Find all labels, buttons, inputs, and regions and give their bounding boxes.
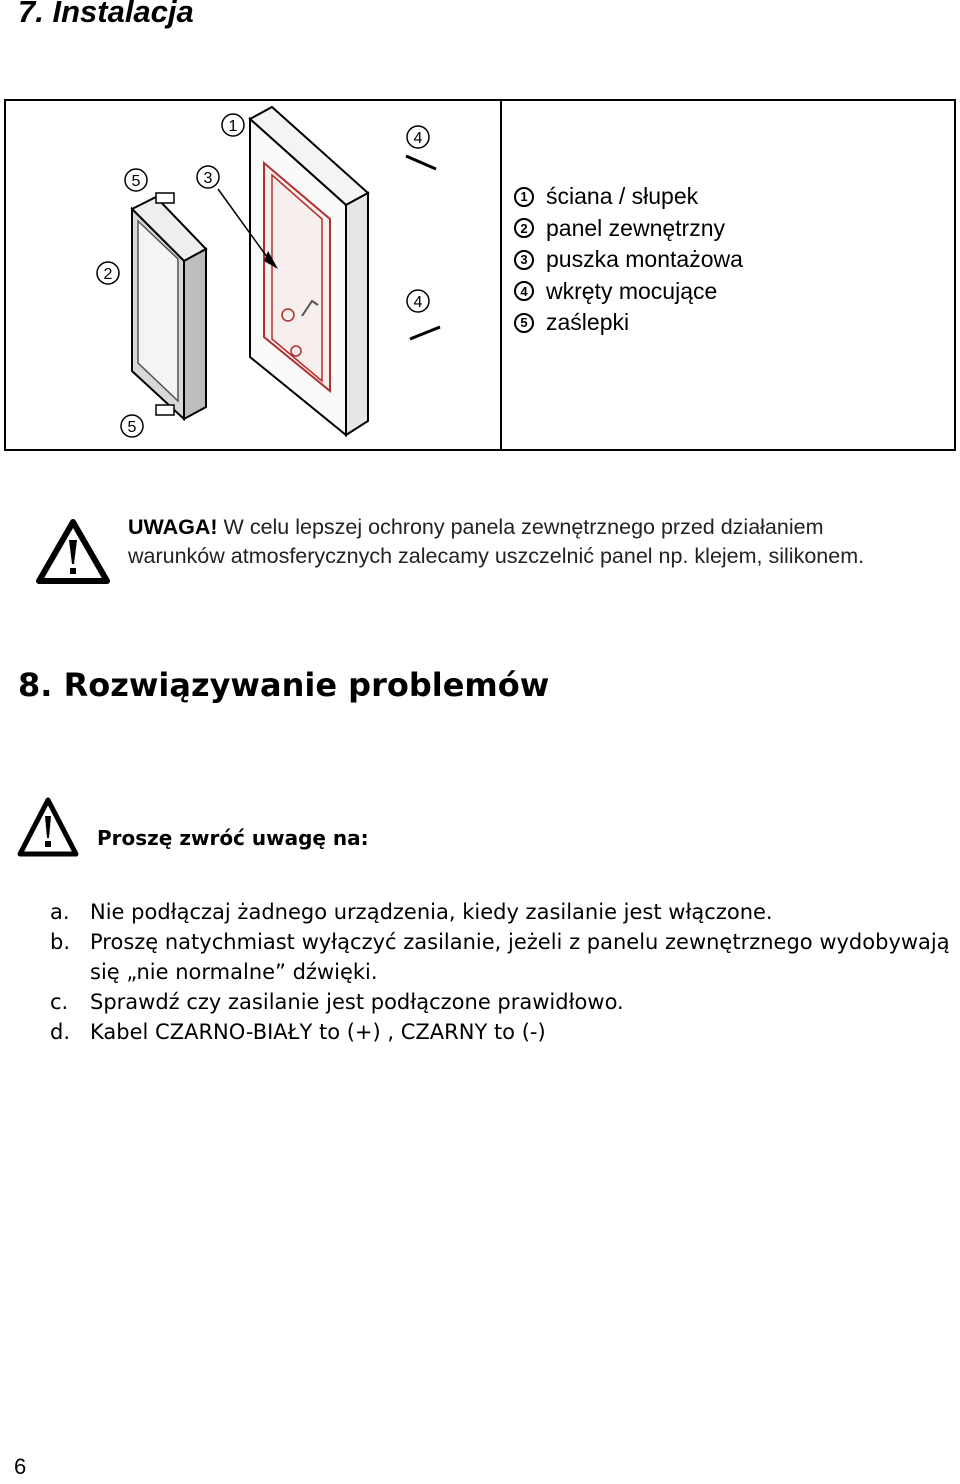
figure-legend xyxy=(514,181,743,339)
callout-1: 1 xyxy=(228,118,238,135)
figure-divider xyxy=(500,101,502,449)
legend-label: wkręty mocujące xyxy=(546,277,718,304)
note-lead: UWAGA! xyxy=(128,515,218,539)
legend-item xyxy=(514,307,743,339)
legend-label: puszka montażowa xyxy=(546,246,743,273)
legend-label: zaślepki xyxy=(546,309,630,336)
section-7-title: 7. Instalacja xyxy=(18,0,194,29)
list-marker: a. xyxy=(50,900,70,924)
callout-2: 2 xyxy=(103,266,113,283)
callout-3: 3 xyxy=(203,170,213,187)
list-text: Sprawdź czy zasilanie jest podłączone prawidłowo. xyxy=(90,990,624,1014)
callout-4-bottom: 4 xyxy=(413,294,423,311)
legend-label: ściana / słupek xyxy=(546,183,699,210)
list-marker: d. xyxy=(50,1020,71,1044)
legend-number-badge: 5 xyxy=(514,313,534,333)
legend-label: panel zewnętrzny xyxy=(546,214,725,241)
legend-number-badge: 1 xyxy=(514,187,534,207)
list-marker: c. xyxy=(50,990,69,1014)
legend-item xyxy=(514,181,743,213)
list-item xyxy=(50,987,955,1017)
installation-diagram xyxy=(6,101,500,449)
installation-figure xyxy=(4,99,956,451)
list-text: Nie podłączaj żadnego urządzenia, kiedy zasilanie jest włączone. xyxy=(90,900,773,924)
page-number: 6 xyxy=(14,1454,27,1479)
legend-number-badge: 2 xyxy=(514,218,534,238)
note-text: W celu lepszej ochrony panela zewnętrznego przed działaniem warunków atmosferycznych zalecamy uszczelnić panel np. klejem, silikonem. xyxy=(128,515,865,568)
list-marker: b. xyxy=(50,930,71,954)
list-item xyxy=(50,897,955,927)
warning-icon xyxy=(17,796,79,858)
callout-4-top: 4 xyxy=(413,130,423,147)
legend-number-badge: 3 xyxy=(514,250,534,270)
legend-number-badge: 4 xyxy=(514,281,534,301)
legend-item xyxy=(514,244,743,276)
troubleshooting-list xyxy=(50,897,955,1047)
section-8-title: 8. Rozwiązywanie problemów xyxy=(18,666,550,704)
callout-5-top: 5 xyxy=(131,173,141,190)
list-text: Proszę natychmiast wyłączyć zasilanie, jeżeli z panelu zewnętrznego wydobywają się „nie normalne” dźwięki. xyxy=(90,930,950,984)
list-text: Kabel CZARNO-BIAŁY to (+) , CZARNY to (-) xyxy=(90,1020,546,1044)
legend-item xyxy=(514,276,743,308)
list-item xyxy=(50,1017,955,1047)
list-item xyxy=(50,927,955,987)
legend-item xyxy=(514,213,743,245)
attention-heading: Proszę zwróć uwagę na: xyxy=(97,826,369,850)
warning-icon xyxy=(36,518,110,584)
callout-5-bottom: 5 xyxy=(127,419,137,436)
installation-note xyxy=(128,513,868,571)
